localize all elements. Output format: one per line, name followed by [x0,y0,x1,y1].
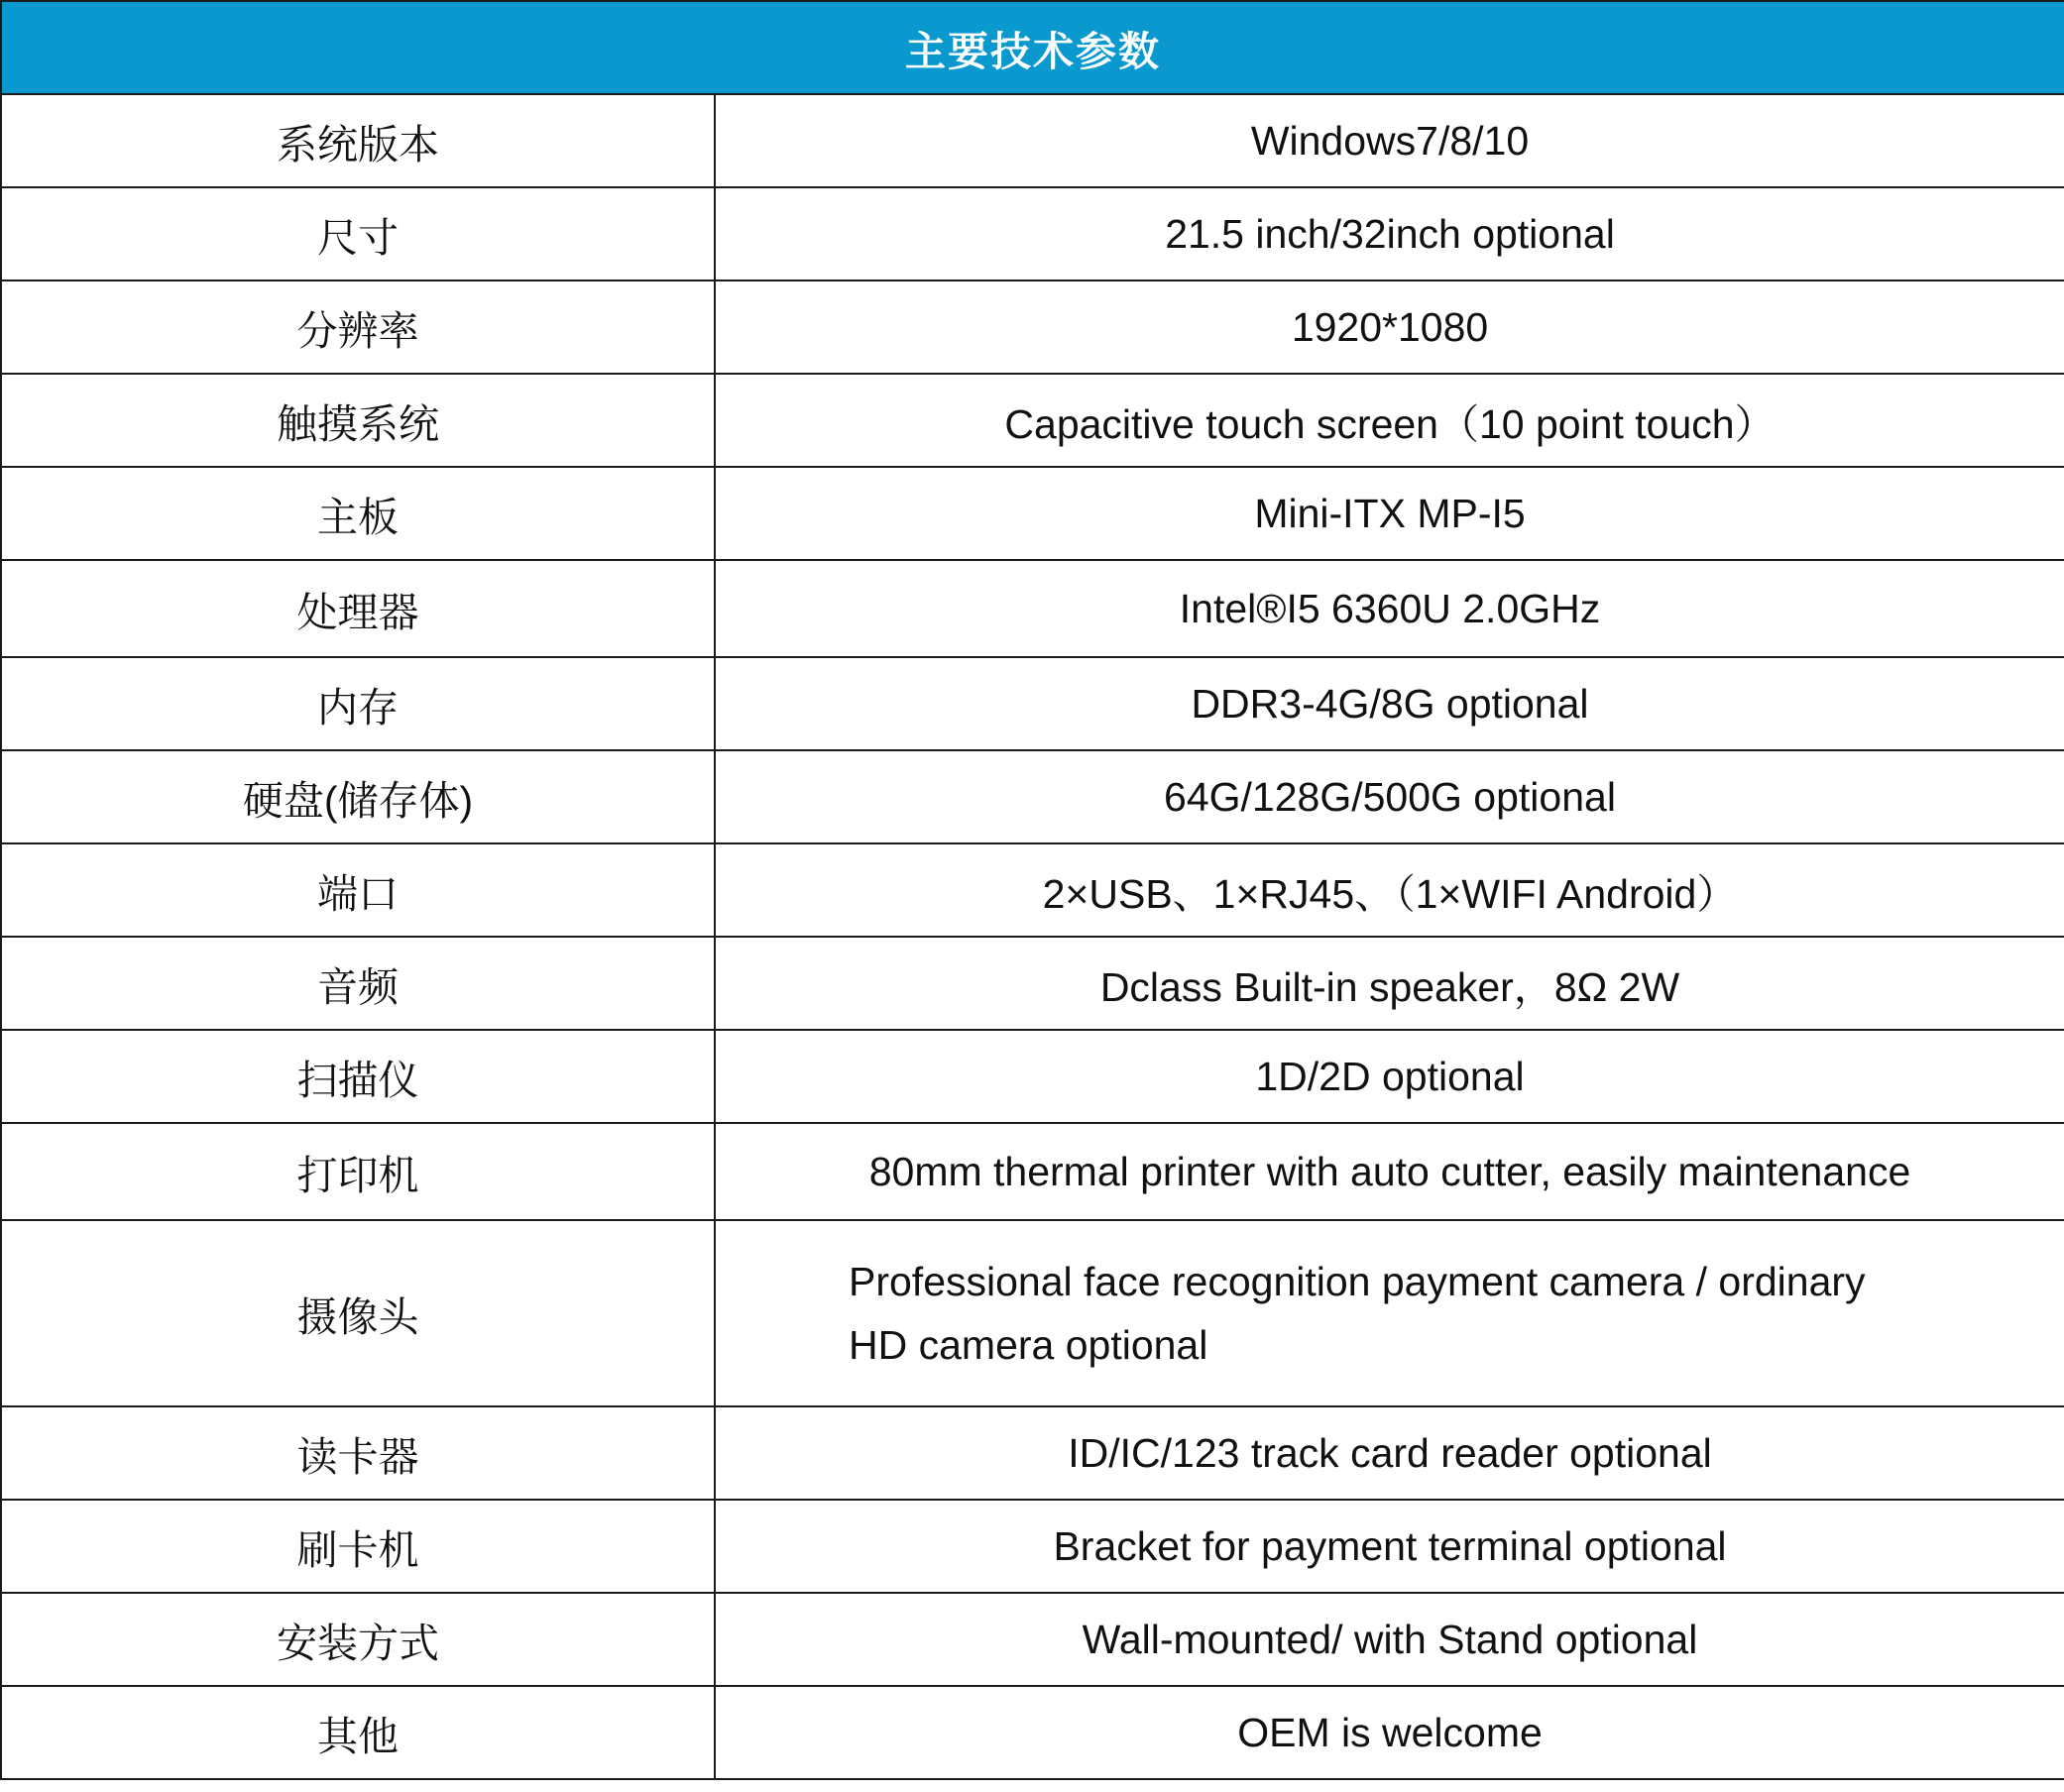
spec-label: 其他 [1,1686,715,1779]
table-row [1,843,2064,937]
spec-value [715,1220,2064,1406]
spec-value: Windows7/8/10 [715,94,2064,187]
table-row [1,657,2064,750]
spec-value: 1920*1080 [715,280,2064,374]
spec-label: 读卡器 [1,1406,715,1500]
spec-label: 尺寸 [1,187,715,280]
table-row [1,94,2064,187]
table-title: 主要技术参数 [1,1,2064,94]
spec-value: Mini-ITX MP-I5 [715,467,2064,560]
spec-label: 系统版本 [1,94,715,187]
spec-label: 触摸系统 [1,374,715,467]
spec-label: 摄像头 [1,1220,715,1406]
spec-value: Dclass Built-in speaker，8Ω 2W [715,937,2064,1030]
table-row [1,187,2064,280]
spec-value: 1D/2D optional [715,1030,2064,1123]
spec-label: 硬盘(储存体) [1,750,715,843]
spec-value: Bracket for payment terminal optional [715,1500,2064,1593]
spec-label: 内存 [1,657,715,750]
spec-value: OEM is welcome [715,1686,2064,1779]
spec-label: 扫描仪 [1,1030,715,1123]
spec-value: Capacitive touch screen（10 point touch） [715,374,2064,467]
spec-label: 分辨率 [1,280,715,374]
table-row [1,937,2064,1030]
table-row [1,1220,2064,1406]
spec-label: 打印机 [1,1123,715,1220]
spec-label: 音频 [1,937,715,1030]
table-row [1,1123,2064,1220]
table-row [1,1030,2064,1123]
spec-label: 刷卡机 [1,1500,715,1593]
spec-label: 端口 [1,843,715,937]
spec-value: 64G/128G/500G optional [715,750,2064,843]
spec-value: ID/IC/123 track card reader optional [715,1406,2064,1500]
spec-value-line: Professional face recognition payment camera / ordinary [849,1259,1866,1304]
table-row [1,1500,2064,1593]
spec-label: 处理器 [1,560,715,657]
spec-label: 安装方式 [1,1593,715,1686]
spec-value: DDR3-4G/8G optional [715,657,2064,750]
spec-value-line: HD camera optional [849,1322,1208,1368]
spec-value: Intel®I5 6360U 2.0GHz [715,560,2064,657]
table-row [1,560,2064,657]
table-row [1,1686,2064,1779]
spec-value: 2×USB、1×RJ45、（1×WIFI Android） [715,843,2064,937]
table-row [1,1593,2064,1686]
spec-value: 80mm thermal printer with auto cutter, easily maintenance [715,1123,2064,1220]
table-row [1,1406,2064,1500]
table-row [1,374,2064,467]
table-row [1,280,2064,374]
spec-value: Wall-mounted/ with Stand optional [715,1593,2064,1686]
spec-label: 主板 [1,467,715,560]
table-row [1,467,2064,560]
table-row [1,750,2064,843]
spec-value: 21.5 inch/32inch optional [715,187,2064,280]
